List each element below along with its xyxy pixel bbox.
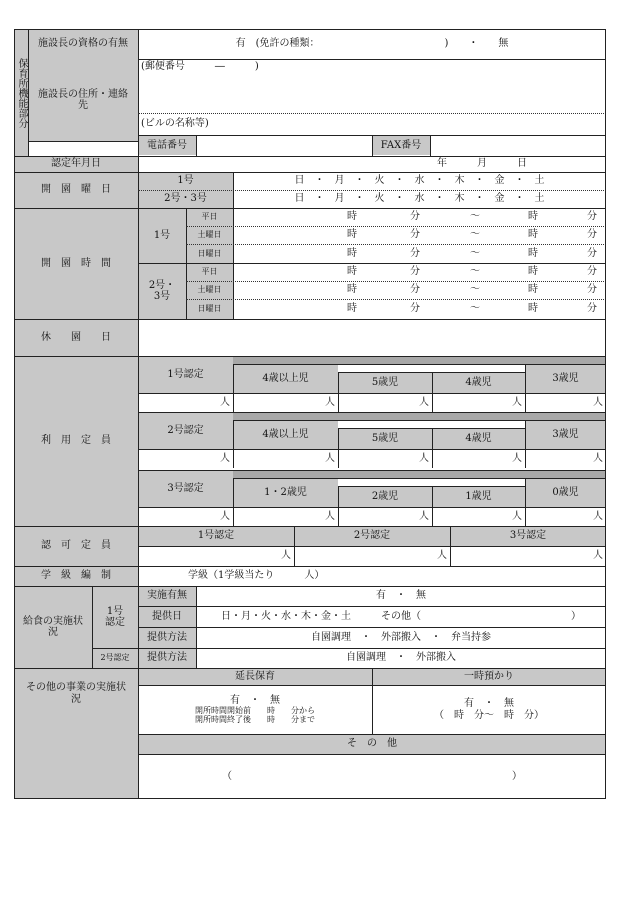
hours-start-hour[interactable]: 時 xyxy=(347,266,357,278)
phone-label: 電話番号 xyxy=(138,136,196,155)
hours-tilde: ～ xyxy=(470,211,480,223)
ext-care-value[interactable]: 有 ・ 無 xyxy=(230,694,280,706)
license-label: 認 可 定 員 xyxy=(14,526,138,566)
meals-label: 給食の実施状況 xyxy=(14,586,92,668)
open-days-label: 開 園 曜 日 xyxy=(14,172,138,208)
capacity-value[interactable]: 人 xyxy=(593,452,603,464)
capacity-col4: 0歳児 xyxy=(525,478,606,507)
capacity-block-label: 3号認定 xyxy=(138,470,233,507)
open-hours-group2-text: 2号・ 3号 xyxy=(148,279,176,302)
misc-value[interactable]: （ ） xyxy=(222,770,522,782)
hours-sub-label: 日曜日 xyxy=(186,244,233,263)
open-days-row1-value[interactable]: 日 ・ 月 ・ 火 ・ 水 ・ 木 ・ 金 ・ 土 xyxy=(294,175,545,187)
hours-end-hour[interactable]: 時 xyxy=(528,229,538,241)
approval-label: 認定年月日 xyxy=(14,156,138,172)
license-val2[interactable]: 人 xyxy=(437,550,447,562)
capacity-value[interactable]: 人 xyxy=(512,452,522,464)
hours-end-minute[interactable]: 分 xyxy=(587,247,597,259)
temp-care-label: 一時預かり xyxy=(372,668,606,685)
closed-days-label: 休 園 日 xyxy=(14,319,138,356)
building-field[interactable]: (ビルの名称等) xyxy=(141,118,209,130)
hours-tilde: ～ xyxy=(470,303,480,315)
capacity-col2: 2歳児 xyxy=(338,486,432,507)
open-days-row2-label: 2号・3号 xyxy=(138,190,233,208)
hours-start-hour[interactable]: 時 xyxy=(347,211,357,223)
capacity-label: 利 用 定 員 xyxy=(14,356,138,526)
classes-value[interactable]: 学級（1学級当たり 人） xyxy=(188,570,325,582)
hours-end-minute[interactable]: 分 xyxy=(587,284,597,296)
open-hours-group1-label: 1号 xyxy=(138,208,186,263)
open-hours-label: 開 園 時 間 xyxy=(14,208,138,319)
hours-start-minute[interactable]: 分 xyxy=(410,266,420,278)
capacity-col2: 5歳児 xyxy=(338,372,432,393)
hours-end-hour[interactable]: 時 xyxy=(528,211,538,223)
section-label: 保育所機能部分 xyxy=(16,57,27,128)
hours-start-minute[interactable]: 分 xyxy=(410,303,420,315)
capacity-block-label: 2号認定 xyxy=(138,412,233,449)
hours-sub-label: 日曜日 xyxy=(186,299,233,319)
capacity-value[interactable]: 人 xyxy=(593,396,603,408)
qual-label: 施設長の資格の有無 xyxy=(28,29,138,59)
capacity-col1: 4歳以上児 xyxy=(233,364,338,393)
capacity-value[interactable]: 人 xyxy=(593,510,603,522)
hours-start-hour[interactable]: 時 xyxy=(347,303,357,315)
hours-sub-label: 土曜日 xyxy=(186,281,233,299)
meals-impl-value[interactable]: 有 ・ 無 xyxy=(376,590,426,602)
license-col3: 3号認定 xyxy=(450,526,606,546)
hours-sub-label: 土曜日 xyxy=(186,226,233,244)
other-label: その他の事業の実施状況 xyxy=(14,668,138,799)
hours-start-minute[interactable]: 分 xyxy=(410,284,420,296)
hours-tilde: ～ xyxy=(470,284,480,296)
hours-start-hour[interactable]: 時 xyxy=(347,284,357,296)
ext-care-line2: 開所時間終了後 時 分まで xyxy=(195,715,315,725)
meals-day-value[interactable]: 日・月・火・水・木・金・土 その他（ ） xyxy=(221,610,581,622)
capacity-col2: 5歳児 xyxy=(338,428,432,449)
license-val1[interactable]: 人 xyxy=(281,550,291,562)
form-border xyxy=(14,29,606,799)
meals-impl-label: 実施有無 xyxy=(138,586,196,606)
capacity-col4: 3歳児 xyxy=(525,364,606,393)
capacity-col3: 4歳児 xyxy=(432,428,525,449)
capacity-value[interactable]: 人 xyxy=(512,396,522,408)
meals-group1-text: 1号 認定 xyxy=(105,605,125,628)
qual-value[interactable]: 有 (免許の種類： ) ・ 無 xyxy=(235,38,509,50)
address-label: 施設長の住所・連絡先 xyxy=(28,59,138,141)
hours-tilde: ～ xyxy=(470,247,480,259)
hours-start-minute[interactable]: 分 xyxy=(410,229,420,241)
hours-sub-label: 平日 xyxy=(186,208,233,226)
hours-start-hour[interactable]: 時 xyxy=(347,229,357,241)
meals-group2-label: 2号認定 xyxy=(92,648,138,668)
temp-care-value[interactable]: 有 ・ 無 xyxy=(464,698,514,709)
capacity-value[interactable]: 人 xyxy=(512,510,522,522)
meals-method2-value[interactable]: 自園調理 ・ 外部搬入 xyxy=(346,652,456,664)
capacity-value[interactable]: 人 xyxy=(419,452,429,464)
meals-method1-value[interactable]: 自園調理 ・ 外部搬入 ・ 弁当持参 xyxy=(311,631,491,643)
hours-end-minute[interactable]: 分 xyxy=(587,211,597,223)
license-col2: 2号認定 xyxy=(294,526,450,546)
hours-end-minute[interactable]: 分 xyxy=(587,229,597,241)
meals-method1-label: 提供方法 xyxy=(138,627,196,648)
capacity-col3: 4歳児 xyxy=(432,372,525,393)
ext-care-label: 延長保育 xyxy=(138,668,372,685)
hours-end-minute[interactable]: 分 xyxy=(587,303,597,315)
capacity-value[interactable]: 人 xyxy=(325,396,335,408)
capacity-value[interactable]: 人 xyxy=(419,510,429,522)
misc-label: そ の 他 xyxy=(138,734,606,754)
approval-value[interactable]: 年 月 日 xyxy=(437,158,527,170)
meals-day-label: 提供日 xyxy=(138,606,196,627)
capacity-value[interactable]: 人 xyxy=(220,452,230,464)
hours-tilde: ～ xyxy=(470,229,480,241)
open-days-row2-value[interactable]: 日 ・ 月 ・ 火 ・ 水 ・ 木 ・ 金 ・ 土 xyxy=(294,193,545,205)
hours-end-hour[interactable]: 時 xyxy=(528,266,538,278)
hours-end-hour[interactable]: 時 xyxy=(528,284,538,296)
hours-end-hour[interactable]: 時 xyxy=(528,303,538,315)
hours-sub-label: 平日 xyxy=(186,263,233,281)
capacity-value[interactable]: 人 xyxy=(220,396,230,408)
capacity-col3: 1歳児 xyxy=(432,486,525,507)
meals-method2-label: 提供方法 xyxy=(138,648,196,668)
hours-start-minute[interactable]: 分 xyxy=(410,247,420,259)
license-col1: 1号認定 xyxy=(138,526,294,546)
hours-end-hour[interactable]: 時 xyxy=(528,247,538,259)
hours-start-minute[interactable]: 分 xyxy=(410,211,420,223)
ext-care-line1: 開所時間開始前 時 分から xyxy=(195,706,315,716)
temp-care-time: （ 時 分～ 時 分） xyxy=(434,709,544,721)
hours-start-hour[interactable]: 時 xyxy=(347,247,357,259)
capacity-value[interactable]: 人 xyxy=(419,396,429,408)
capacity-col4: 3歳児 xyxy=(525,420,606,449)
hours-end-minute[interactable]: 分 xyxy=(587,266,597,278)
fax-label: FAX番号 xyxy=(372,136,430,155)
classes-label: 学 級 編 制 xyxy=(14,566,138,586)
capacity-value[interactable]: 人 xyxy=(325,510,335,522)
capacity-col1: 1・2歳児 xyxy=(233,478,338,507)
capacity-block-label: 1号認定 xyxy=(138,356,233,393)
open-days-row1-label: 1号 xyxy=(138,172,233,190)
hours-tilde: ～ xyxy=(470,266,480,278)
license-val3[interactable]: 人 xyxy=(593,550,603,562)
capacity-value[interactable]: 人 xyxy=(325,452,335,464)
capacity-value[interactable]: 人 xyxy=(220,510,230,522)
facility-form xyxy=(14,29,606,799)
postal-field[interactable]: (郵便番号 ― ) xyxy=(141,61,259,72)
capacity-col1: 4歳以上児 xyxy=(233,420,338,449)
